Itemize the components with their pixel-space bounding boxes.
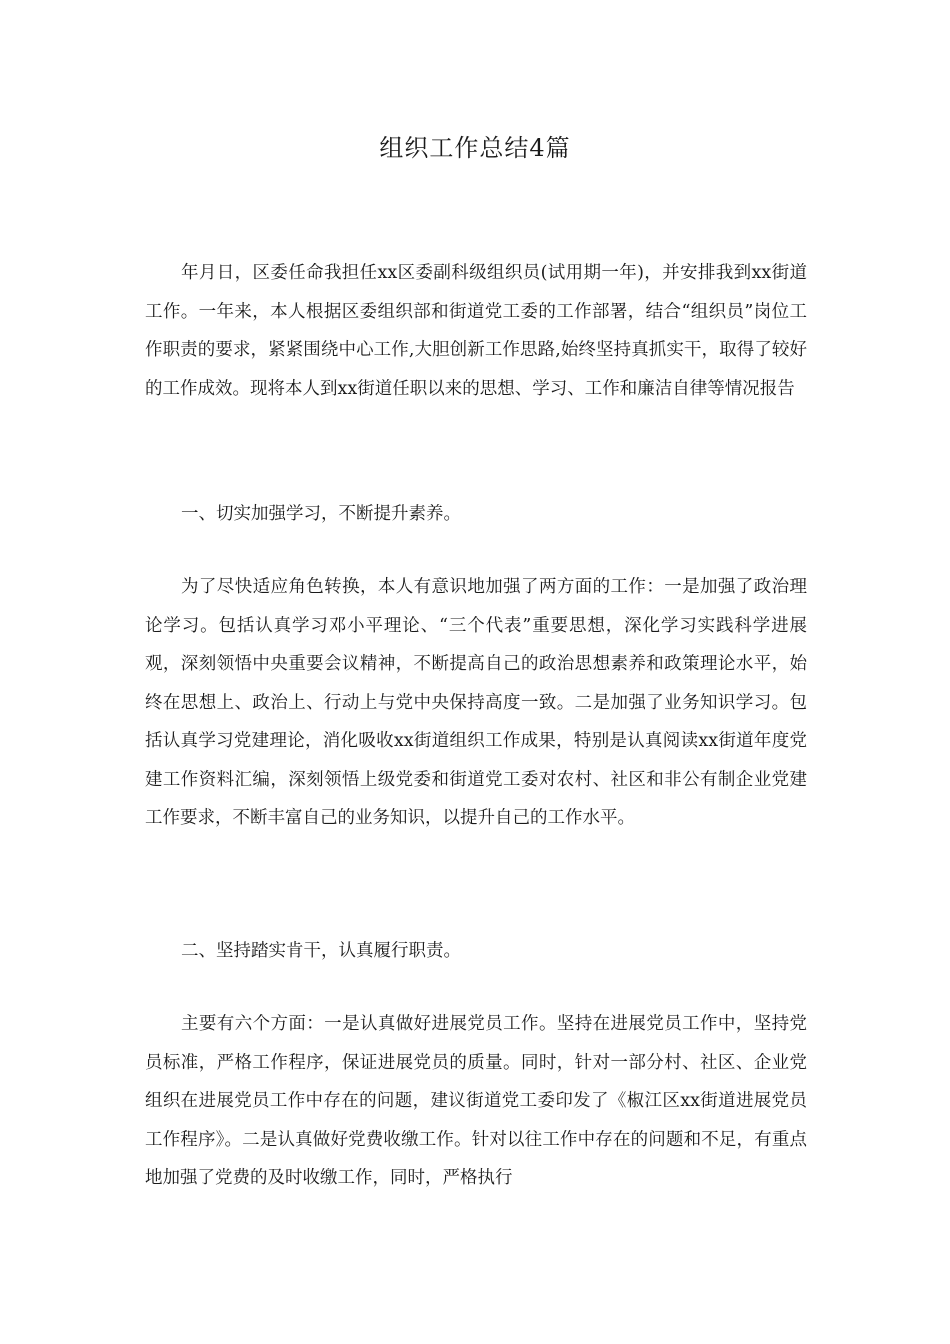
section-heading-2: 二、坚持踏实肯干，认真履行职责。 bbox=[181, 941, 461, 961]
section-body-2: 主要有六个方面：一是认真做好进展党员工作。坚持在进展党员工作中，坚持党员标准，严格工作程序，保证进展党员的质量。同时，针对一部分村、社区、企业党组织在进展党员工作中存在的问题，建议街道党工委印发了《椒江区xx街道进展党员工作程序》。二是认真做好党费收缴工作。针对以往工作中存在的问题和不足，有重点地加强了党费的及时收缴工作，同时，严格执行 bbox=[145, 1014, 807, 1188]
document-title: 组织工作总结4篇 bbox=[379, 134, 571, 162]
section-heading-1: 一、切实加强学习，不断提升素养。 bbox=[181, 504, 461, 524]
intro-paragraph: 年月日，区委任命我担任xx区委副科级组织员(试用期一年)，并安排我到xx街道工作。一年来，本人根据区委组织部和街道党工委的工作部署，结合“组织员”岗位工作职责的要求，紧紧围绕中心工作,大胆创新工作思路,始终坚持真抓实干，取得了较好的工作成效。现将本人到xx街道任职以来的思想、学习、工作和廉洁自律等情况报告 bbox=[145, 263, 807, 399]
section-body-1: 为了尽快适应角色转换，本人有意识地加强了两方面的工作：一是加强了政治理论学习。包括认真学习邓小平理论、“三个代表”重要思想，深化学习实践科学进展观，深刻领悟中央重要会议精神，不断提高自己的政治思想素养和政策理论水平，始终在思想上、政治上、行动上与党中央保持高度一致。二是加强了业务知识学习。包括认真学习党建理论，消化吸收xx街道组织工作成果，特别是认真阅读xx街道年度党建工作资料汇编，深刻领悟上级党委和街道党工委对农村、社区和非公有制企业党建工作要求，不断丰富自己的业务知识，以提升自己的工作水平。 bbox=[145, 577, 807, 828]
